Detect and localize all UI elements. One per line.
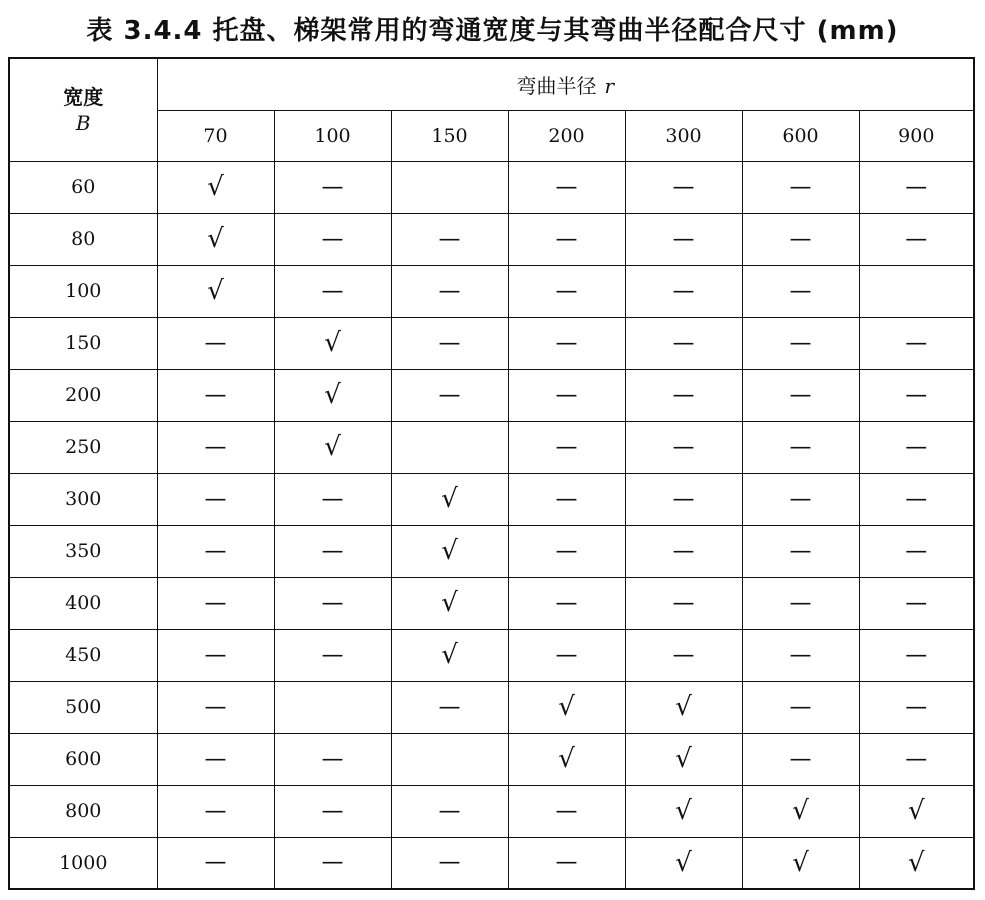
dash-cell: — (391, 837, 508, 889)
dash-cell: — (157, 317, 274, 369)
width-value: 60 (9, 161, 157, 213)
width-value: 800 (9, 785, 157, 837)
table-row (9, 733, 974, 785)
dash-cell: — (391, 785, 508, 837)
check-mark-cell: √ (625, 837, 742, 889)
table-row (9, 577, 974, 629)
width-value: 350 (9, 525, 157, 577)
dash-cell: — (625, 525, 742, 577)
dash-cell: — (625, 161, 742, 213)
dash-cell: — (157, 629, 274, 681)
dash-cell: — (508, 213, 625, 265)
dash-cell: — (391, 213, 508, 265)
width-value: 450 (9, 629, 157, 681)
dash-cell: — (742, 473, 859, 525)
dash-cell: — (157, 473, 274, 525)
check-mark-cell: √ (508, 733, 625, 785)
bend-radius-table (8, 57, 975, 890)
table-row (9, 421, 974, 473)
dash-cell: — (742, 265, 859, 317)
radius-value: 900 (859, 110, 974, 161)
table-row (9, 161, 974, 213)
radius-value: 100 (274, 110, 391, 161)
dash-cell: — (274, 213, 391, 265)
table-row (9, 681, 974, 733)
dash-cell: — (742, 525, 859, 577)
table-row (9, 317, 974, 369)
dash-cell: — (859, 317, 974, 369)
dash-cell: — (742, 317, 859, 369)
dash-cell: — (625, 421, 742, 473)
dash-cell: — (508, 629, 625, 681)
dash-cell: — (274, 161, 391, 213)
dash-cell: — (508, 265, 625, 317)
dash-cell: — (859, 629, 974, 681)
dash-cell: — (859, 577, 974, 629)
dash-cell: — (157, 681, 274, 733)
dash-cell: — (859, 161, 974, 213)
dash-cell: — (625, 213, 742, 265)
check-mark-cell: √ (157, 265, 274, 317)
check-mark-cell: √ (625, 733, 742, 785)
check-mark-cell: √ (391, 473, 508, 525)
width-value: 500 (9, 681, 157, 733)
dash-cell: — (625, 629, 742, 681)
table-body (9, 161, 974, 889)
dash-cell: — (391, 317, 508, 369)
check-mark-cell: √ (274, 317, 391, 369)
empty-cell (391, 161, 508, 213)
table-row (9, 369, 974, 421)
check-mark-cell: √ (157, 161, 274, 213)
dash-cell: — (508, 421, 625, 473)
dash-cell: — (742, 369, 859, 421)
radius-value: 600 (742, 110, 859, 161)
dash-cell: — (742, 681, 859, 733)
dash-cell: — (274, 837, 391, 889)
width-value: 1000 (9, 837, 157, 889)
dash-cell: — (859, 525, 974, 577)
table-row (9, 525, 974, 577)
check-mark-cell: √ (391, 525, 508, 577)
table-row (9, 473, 974, 525)
dash-cell: — (742, 577, 859, 629)
dash-cell: — (508, 369, 625, 421)
radius-symbol: r (604, 73, 615, 98)
dash-cell: — (625, 369, 742, 421)
dash-cell: — (742, 629, 859, 681)
radius-header-label: 弯曲半径 (516, 73, 597, 98)
check-mark-cell: √ (274, 369, 391, 421)
dash-cell: — (157, 577, 274, 629)
dash-cell: — (508, 161, 625, 213)
dash-cell: — (859, 733, 974, 785)
check-mark-cell: √ (391, 577, 508, 629)
width-value: 600 (9, 733, 157, 785)
dash-cell: — (274, 785, 391, 837)
dash-cell: — (625, 317, 742, 369)
dash-cell: — (157, 421, 274, 473)
empty-cell (391, 421, 508, 473)
width-value: 100 (9, 265, 157, 317)
dash-cell: — (391, 681, 508, 733)
check-mark-cell: √ (859, 837, 974, 889)
width-header-label: 宽度 (63, 84, 104, 109)
empty-cell (274, 681, 391, 733)
table-title: 表 3.4.4 托盘、梯架常用的弯通宽度与其弯曲半径配合尺寸 (mm) (86, 16, 899, 46)
check-mark-cell: √ (625, 785, 742, 837)
check-mark-cell: √ (274, 421, 391, 473)
dash-cell: — (391, 369, 508, 421)
dash-cell: — (274, 265, 391, 317)
dash-cell: — (742, 421, 859, 473)
dash-cell: — (508, 473, 625, 525)
dash-cell: — (157, 733, 274, 785)
radius-value: 150 (391, 110, 508, 161)
radius-header-cell (157, 58, 974, 110)
dash-cell: — (508, 317, 625, 369)
dash-cell: — (274, 577, 391, 629)
dash-cell: — (274, 629, 391, 681)
width-value: 250 (9, 421, 157, 473)
width-value: 150 (9, 317, 157, 369)
dash-cell: — (859, 213, 974, 265)
header-row-radius-group (9, 58, 974, 110)
check-mark-cell: √ (859, 785, 974, 837)
radius-value: 300 (625, 110, 742, 161)
check-mark-cell: √ (391, 629, 508, 681)
width-value: 400 (9, 577, 157, 629)
table-row (9, 785, 974, 837)
dash-cell: — (274, 733, 391, 785)
radius-value: 70 (157, 110, 274, 161)
dash-cell: — (274, 473, 391, 525)
dash-cell: — (157, 369, 274, 421)
check-mark-cell: √ (742, 785, 859, 837)
dash-cell: — (508, 837, 625, 889)
dash-cell: — (157, 525, 274, 577)
dash-cell: — (508, 525, 625, 577)
table-row (9, 265, 974, 317)
dash-cell: — (742, 733, 859, 785)
width-header-cell (9, 58, 157, 161)
check-mark-cell: √ (508, 681, 625, 733)
dash-cell: — (859, 369, 974, 421)
dash-cell: — (508, 577, 625, 629)
dash-cell: — (859, 473, 974, 525)
width-value: 200 (9, 369, 157, 421)
table-row (9, 629, 974, 681)
width-value: 80 (9, 213, 157, 265)
dash-cell: — (859, 681, 974, 733)
width-symbol: B (75, 110, 91, 135)
dash-cell: — (742, 161, 859, 213)
check-mark-cell: √ (625, 681, 742, 733)
check-mark-cell: √ (157, 213, 274, 265)
radius-value: 200 (508, 110, 625, 161)
dash-cell: — (859, 421, 974, 473)
empty-cell (391, 733, 508, 785)
empty-cell (859, 265, 974, 317)
table-row (9, 213, 974, 265)
dash-cell: — (742, 213, 859, 265)
dash-cell: — (625, 265, 742, 317)
dash-cell: — (508, 785, 625, 837)
width-value: 300 (9, 473, 157, 525)
dash-cell: — (157, 837, 274, 889)
check-mark-cell: √ (742, 837, 859, 889)
dash-cell: — (157, 785, 274, 837)
dash-cell: — (625, 577, 742, 629)
dash-cell: — (391, 265, 508, 317)
dash-cell: — (274, 525, 391, 577)
table-row (9, 837, 974, 889)
dash-cell: — (625, 473, 742, 525)
